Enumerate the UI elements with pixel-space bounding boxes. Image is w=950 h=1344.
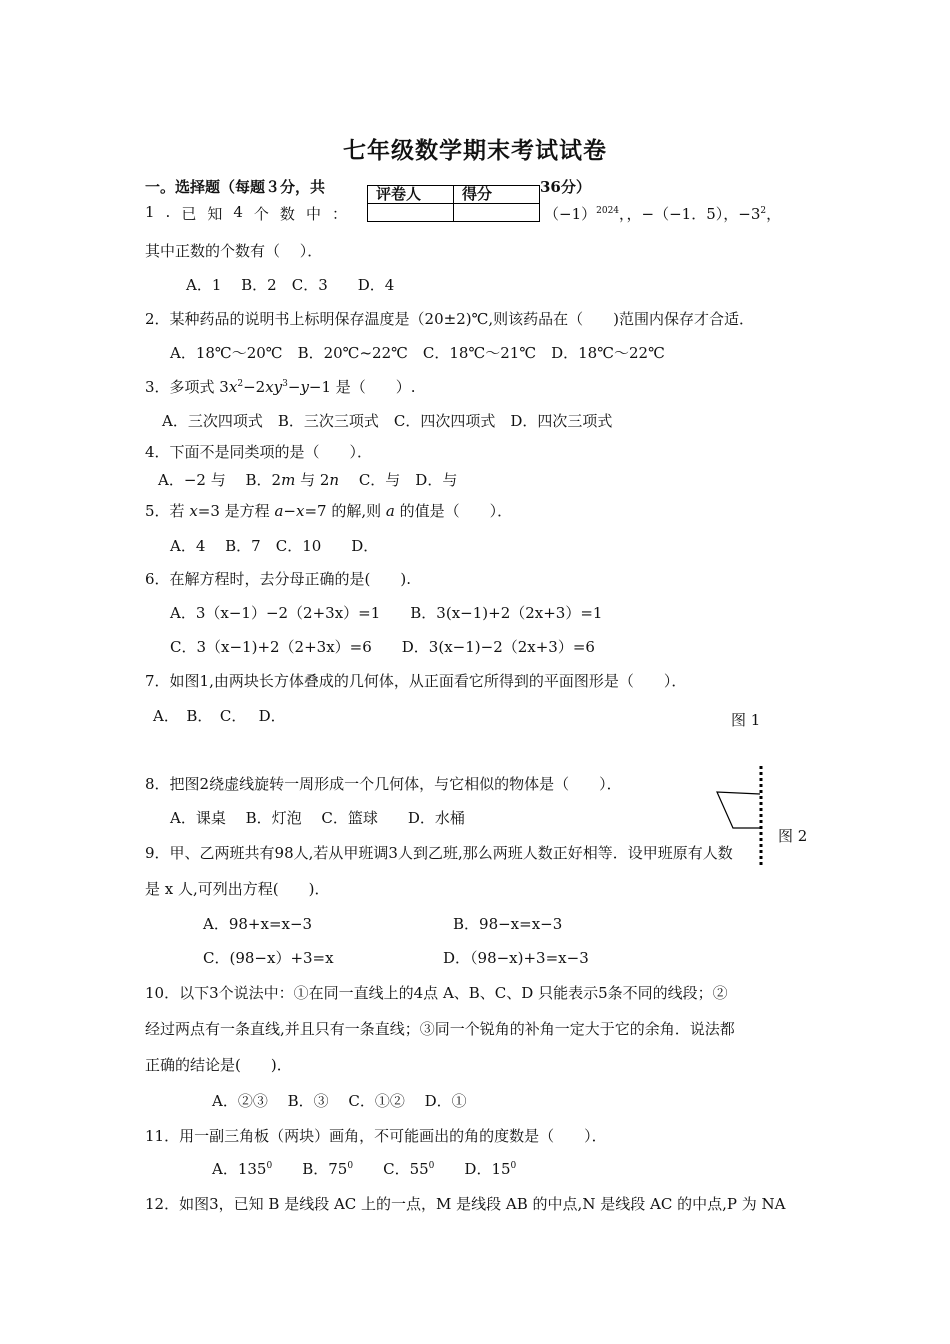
question-10-options: A．②③ B．③ C．①② D．① xyxy=(212,1092,467,1110)
question-8-options: A．课桌 B．灯泡 C．篮球 D．水桶 xyxy=(170,809,465,827)
score-table-score-header: 得分 xyxy=(454,186,540,204)
question-4-stem: 4．下面不是同类项的是（ ）． xyxy=(145,443,373,461)
question-1-line-2: 其中正数的个数有（ ）． xyxy=(145,242,323,260)
question-5-options: A．4 B．7 C．10 D． xyxy=(170,537,379,555)
question-9-line-2: 是 x 人,可列出方程( )． xyxy=(145,880,330,898)
question-10-line-1: 10．以下3个说法中：①在同一直线上的4点 A、B、C、D 只能表示5条不同的线段；② xyxy=(145,984,728,1002)
question-1-numbers: $(-1)^{2024}$，，−（−1．5），$-3^2$， xyxy=(544,205,782,223)
section-1-heading: 一。选择题（每题３分，共 xyxy=(145,178,326,196)
question-9-option-a: A．98+x=x−3 xyxy=(203,915,313,933)
question-9-option-b: B．98−x=x−3 xyxy=(453,915,563,933)
score-table xyxy=(367,185,540,222)
question-10-line-3: 正确的结论是( )． xyxy=(145,1056,292,1074)
question-11-stem: 11．用一副三角板（两块）画角，不可能画出的角的度数是（ ）． xyxy=(145,1127,607,1145)
question-7-options: A． B． C． D． xyxy=(153,707,286,725)
question-10-line-2: 经过两点有一条直线,并且只有一条直线；③同一个锐角的补角一定大于它的余角．说法都 xyxy=(145,1020,735,1038)
question-8-stem: 8．把图2绕虚线旋转一周形成一个几何体，与它相似的物体是（ ）． xyxy=(145,775,622,793)
question-9-option-d: D．（98−x)+3=x−3 xyxy=(443,949,589,967)
question-1-options: A．1 B．2 C．3 D．4 xyxy=(186,276,395,294)
question-6-options-cd: C．3（x−1)+2（2+3x）=6 D．3(x−1)−2（2x+3）=6 xyxy=(170,638,595,656)
score-table-score-cell[interactable] xyxy=(454,204,540,222)
question-9-stem: 9．甲、乙两班共有98人,若从甲班调3人到乙班,那么两班人数正好相等．设甲班原有人数 xyxy=(145,844,733,862)
question-3-options: A．三次四项式 B．三次三项式 C．四次四项式 D．四次三项式 xyxy=(162,412,613,430)
question-1-stem: 1 . 已 知 4 个 数 中 ： xyxy=(145,203,347,223)
question-12-stem: 12．如图3，已知 B 是线段 AC 上的一点，M 是线段 AB 的中点,N 是线段 AC 的中点,P 为 NA xyxy=(145,1195,786,1213)
question-6-options-ab: A．3（x−1）−2（2+3x）=1 B．3(x−1)+2（2x+3）=1 xyxy=(170,604,603,622)
figure-2-label: 图 2 xyxy=(778,827,808,845)
question-3-stem: 3．多项式 $3x^2-2xy^3-y-1$ 是（ ）. xyxy=(145,378,416,396)
section-1-heading-end: 36分） xyxy=(540,178,591,196)
exam-title: 七年级数学期末考试试卷 xyxy=(343,137,607,164)
question-11-options: A．$135^0$ B．$75^0$ C．$55^0$ D．$15^0$ xyxy=(212,1160,517,1178)
question-2-stem: 2．某种药品的说明书上标明保存温度是（20±2)℃,则该药品在（ )范围内保存才合适． xyxy=(145,310,754,328)
question-5-stem: 5．若 x=3 是方程 a−x=7 的解,则 a 的值是（ ）． xyxy=(145,502,513,520)
score-table-grader-header: 评卷人 xyxy=(368,186,454,204)
question-7-stem: 7．如图1,由两块长方体叠成的几何体，从正面看它所得到的平面图形是（ ）． xyxy=(145,672,687,690)
question-2-options: A．18℃～20℃ B．20℃~22℃ C．18℃～21℃ D．18℃～22℃ xyxy=(170,344,665,362)
question-9-option-c: C．(98−x）+3=x xyxy=(203,949,334,967)
question-6-stem: 6．在解方程时，去分母正确的是( ). xyxy=(145,570,412,588)
figure-1-label: 图 1 xyxy=(731,711,761,729)
question-4-options: A．−2 与 B．2m 与 2n C．与 D．与 xyxy=(158,471,458,489)
score-table-grader-cell[interactable] xyxy=(368,204,454,222)
